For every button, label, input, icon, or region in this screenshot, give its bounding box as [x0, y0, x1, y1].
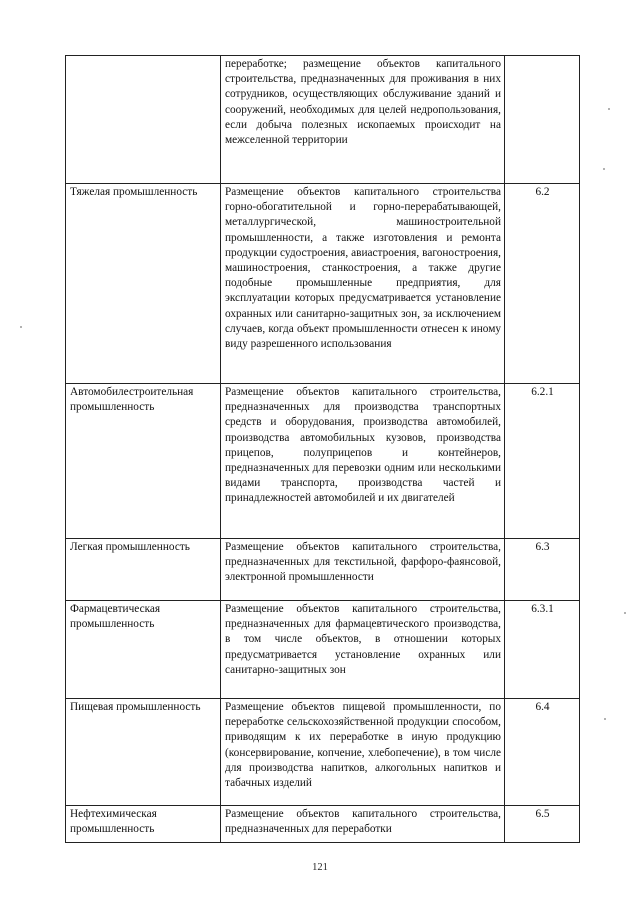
- table-row: [66, 601, 580, 699]
- table-row: [66, 384, 580, 539]
- use-type-description: Размещение объектов капитального строительства горно-обогатительной и горно-перерабатывающей, металлургической, машиностроительной промышленности, а также изготовления и ремонта продукции судостроения, авиастроения, вагоностроения, машиностроения, станкостроения, а также другие подобные промышленные предприятия, для эксплуатации которых предусматривается установление охранных или санитарно-защитных зон, за исключением случаев, когда объект промышленности отнесен к иному виду разрешенного использования: [221, 184, 505, 384]
- table-row: [66, 699, 580, 806]
- scan-speck: [604, 718, 606, 720]
- use-type-description: Размещение объектов капитального строительства, предназначенных для текстильной, фарфоро-фаянсовой, электронной промышленности: [221, 539, 505, 601]
- table-row: [66, 56, 580, 184]
- page-number: 121: [312, 862, 328, 873]
- use-type-name: Тяжелая промышленность: [66, 184, 221, 384]
- use-type-code: 6.2: [505, 184, 580, 384]
- scan-speck: [624, 612, 626, 614]
- use-type-code: 6.5: [505, 806, 580, 843]
- use-type-name: Автомобилестроительная промышленность: [66, 384, 221, 539]
- use-type-description: переработке; размещение объектов капитального строительства, предназначенных для проживания в них сотрудников, осуществляющих обслуживание зданий и сооружений, необходимых для целей недропользования, если добыча полезных ископаемых происходит на межселенной территории: [221, 56, 505, 184]
- use-type-code: 6.3.1: [505, 601, 580, 699]
- use-type-code: 6.2.1: [505, 384, 580, 539]
- use-type-code: 6.4: [505, 699, 580, 806]
- use-type-description: Размещение объектов капитального строительства, предназначенных для фармацевтического производства, в том числе объектов, в отношении которых предусматривается установление охранных или санитарно-защитных зон: [221, 601, 505, 699]
- use-type-description: Размещение объектов пищевой промышленности, по переработке сельскохозяйственной продукции способом, приводящим к их переработке в иную продукцию (консервирование, копчение, хлебопечение), в том числе для производства напитков, алкогольных напитков и табачных изделий: [221, 699, 505, 806]
- land-use-table: [65, 55, 580, 843]
- use-type-code: [505, 56, 580, 184]
- use-type-name: Нефтехимическая промышленность: [66, 806, 221, 843]
- use-type-description: Размещение объектов капитального строительства, предназначенных для переработки: [221, 806, 505, 843]
- use-type-description: Размещение объектов капитального строительства, предназначенных для производства транспортных средств и оборудования, производства автомобилей, производства автомобильных кузовов, производства прицепов, полуприцепов и контейнеров, предназначенных для перевозки одним или несколькими видами транспорта, производства частей и принадлежностей автомобилей и их двигателей: [221, 384, 505, 539]
- scan-speck: [608, 108, 610, 110]
- use-type-code: 6.3: [505, 539, 580, 601]
- use-type-name: Фармацевтическая промышленность: [66, 601, 221, 699]
- scan-speck: [603, 168, 605, 170]
- table-row: [66, 806, 580, 843]
- use-type-name: Пищевая промышленность: [66, 699, 221, 806]
- use-type-name: [66, 56, 221, 184]
- use-type-name: Легкая промышленность: [66, 539, 221, 601]
- table-row: [66, 184, 580, 384]
- table-row: [66, 539, 580, 601]
- scan-speck: [20, 326, 22, 328]
